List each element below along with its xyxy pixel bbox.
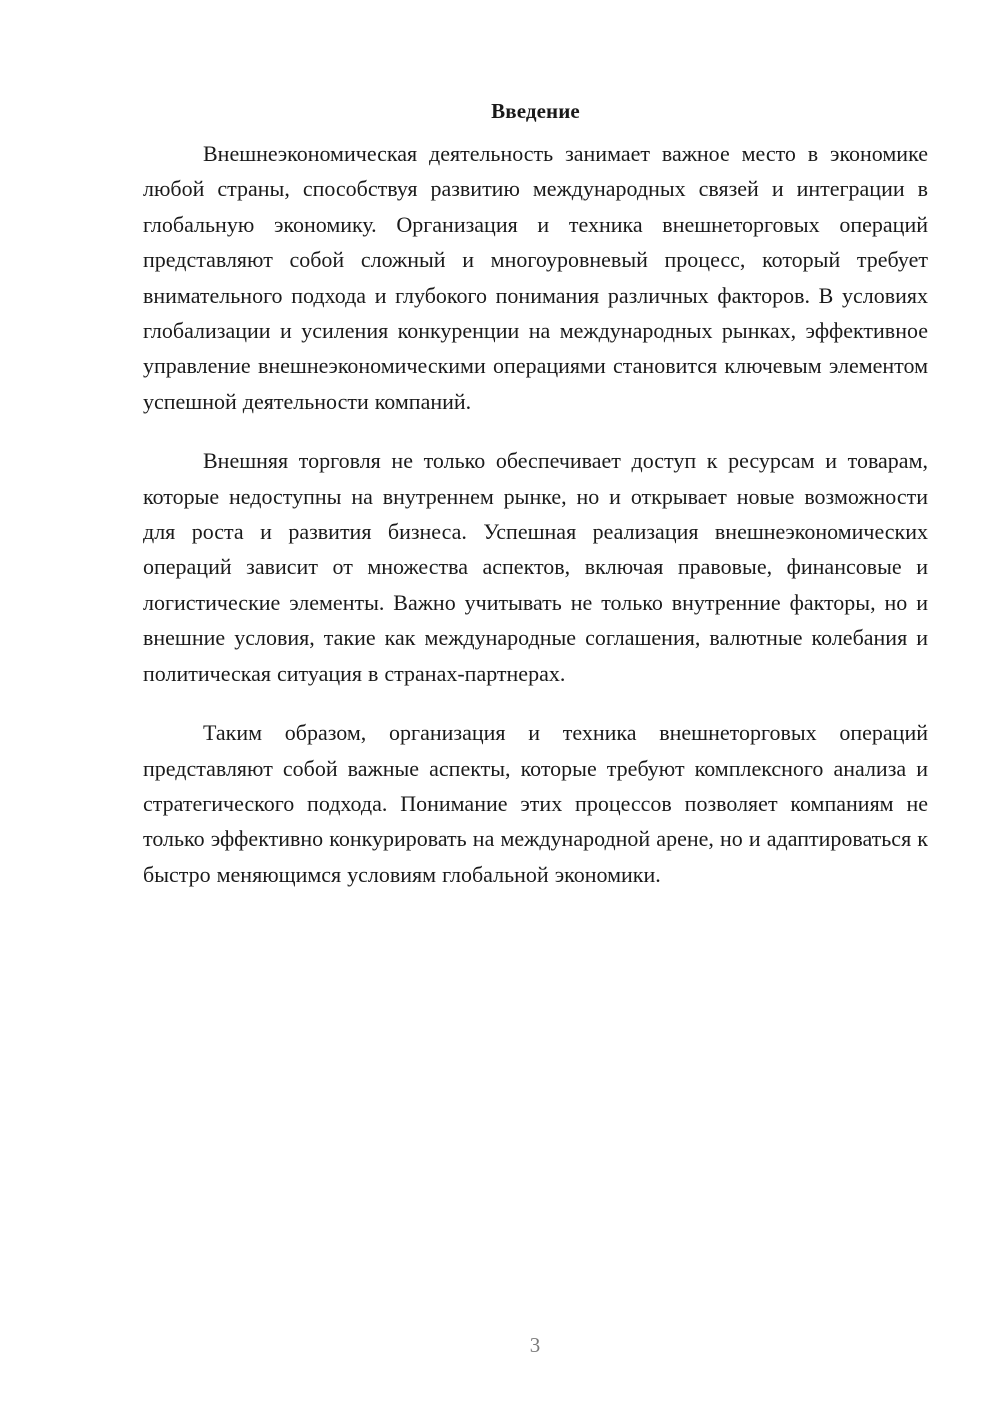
page-content (143, 96, 928, 916)
page-title: Введение (491, 99, 580, 123)
page-number: 3 (529, 1333, 541, 1357)
paragraph-2: Внешняя торговля не только обеспечивает доступ к ресурсам и товарам, которые недоступны на внутреннем рынке, но и открывает новые возможности для роста и развития бизнеса. Успешная реализация внешнеэкономических операций зависит от множества аспектов, включая правовые, финансовые и логистические элементы. Важно учитывать не только внутренние факторы, но и внешние условия, такие как международные соглашения, валютные колебания и политическая ситуация в странах-партнерах. (143, 448, 928, 686)
paragraph-1: Внешнеэкономическая деятельность занимает важное место в экономике любой страны, способствуя развитию международных связей и интеграции в глобальную экономику. Организация и техника внешнеторговых операций представляют собой сложный и многоуровневый процесс, который требует внимательного подхода и глубокого понимания различных факторов. В условиях глобализации и усиления конкуренции на международных рынках, эффективное управление внешнеэкономическими операциями становится ключевым элементом успешной деятельности компаний. (143, 141, 928, 414)
paragraph-3: Таким образом, организация и техника внешнеторговых операций представляют собой важные аспекты, которые требуют комплексного анализа и стратегического подхода. Понимание этих процессов позволяет компаниям не только эффективно конкурировать на международной арене, но и адаптироваться к быстро меняющимся условиям глобальной экономики. (143, 720, 928, 887)
